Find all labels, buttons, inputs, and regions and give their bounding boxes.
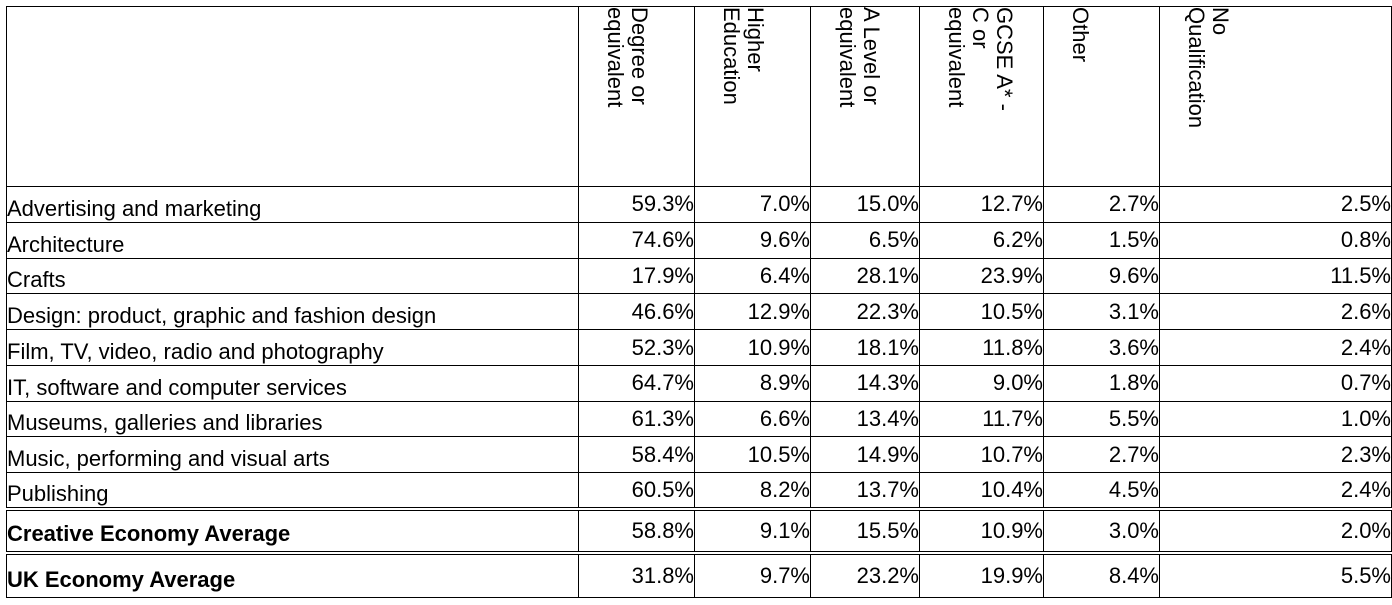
table-cell: 5.5% [1160,553,1392,598]
table-cell: 8.4% [1044,553,1160,598]
header-row [7,7,1392,187]
column-header-a-level: A Level or equivalent [811,7,920,187]
column-header-higher-education: Higher Education [695,7,811,187]
table-row [7,437,1392,473]
table-cell: 22.3% [811,294,920,330]
table-cell: 8.2% [695,473,811,509]
table-cell: 46.6% [579,294,695,330]
table-cell: 6.6% [695,401,811,437]
row-label: Design: product, graphic and fashion design [7,294,579,330]
table-cell: 6.5% [811,222,920,258]
row-label: Publishing [7,473,579,509]
table-cell: 10.9% [920,509,1044,553]
table-cell: 58.4% [579,437,695,473]
total-row-uk-economy [7,553,1392,598]
row-label: Architecture [7,222,579,258]
table-cell: 12.7% [920,187,1044,223]
column-header-gcse: GCSE A* - C or equivalent [920,7,1044,187]
table-cell: 10.9% [695,330,811,366]
table-cell: 13.7% [811,473,920,509]
table-cell: 74.6% [579,222,695,258]
table-body [7,187,1392,598]
table-cell: 18.1% [811,330,920,366]
table-cell: 5.5% [1044,401,1160,437]
table-cell: 23.9% [920,258,1044,294]
table-cell: 59.3% [579,187,695,223]
table-row [7,294,1392,330]
table-cell: 15.5% [811,509,920,553]
table-cell: 8.9% [695,365,811,401]
table-row [7,330,1392,366]
row-label: Music, performing and visual arts [7,437,579,473]
table-row [7,187,1392,223]
table-cell: 23.2% [811,553,920,598]
table-cell: 2.4% [1160,330,1392,366]
table-cell: 2.6% [1160,294,1392,330]
table-cell: 1.8% [1044,365,1160,401]
table-cell: 3.6% [1044,330,1160,366]
table-cell: 11.5% [1160,258,1392,294]
table-cell: 10.5% [920,294,1044,330]
table-cell: 9.1% [695,509,811,553]
table-cell: 0.7% [1160,365,1392,401]
row-label: Museums, galleries and libraries [7,401,579,437]
table-cell: 14.9% [811,437,920,473]
row-label: UK Economy Average [7,553,579,598]
table-row [7,473,1392,509]
table-cell: 28.1% [811,258,920,294]
table-cell: 10.5% [695,437,811,473]
table-row [7,258,1392,294]
table-cell: 60.5% [579,473,695,509]
table-cell: 17.9% [579,258,695,294]
column-header-degree: Degree or equivalent [579,7,695,187]
table-cell: 13.4% [811,401,920,437]
table-cell: 52.3% [579,330,695,366]
table-cell: 14.3% [811,365,920,401]
table-cell: 61.3% [579,401,695,437]
table-cell: 19.9% [920,553,1044,598]
table-cell: 2.7% [1044,187,1160,223]
table-cell: 12.9% [695,294,811,330]
table-cell: 9.0% [920,365,1044,401]
table-cell: 4.5% [1044,473,1160,509]
table-row [7,365,1392,401]
table-cell: 11.7% [920,401,1044,437]
table-row [7,222,1392,258]
table-cell: 10.4% [920,473,1044,509]
table-cell: 6.2% [920,222,1044,258]
table-cell: 9.7% [695,553,811,598]
table-cell: 2.7% [1044,437,1160,473]
table-cell: 31.8% [579,553,695,598]
table-cell: 64.7% [579,365,695,401]
table-cell: 15.0% [811,187,920,223]
table-cell: 9.6% [695,222,811,258]
table-cell: 0.8% [1160,222,1392,258]
row-label: IT, software and computer services [7,365,579,401]
row-label: Crafts [7,258,579,294]
table-cell: 2.3% [1160,437,1392,473]
table-cell: 2.5% [1160,187,1392,223]
corner-cell [7,7,579,187]
total-row-creative-economy [7,509,1392,553]
row-label: Creative Economy Average [7,509,579,553]
table-cell: 1.0% [1160,401,1392,437]
table-cell: 9.6% [1044,258,1160,294]
row-label: Advertising and marketing [7,187,579,223]
row-label: Film, TV, video, radio and photography [7,330,579,366]
table-cell: 58.8% [579,509,695,553]
column-header-other: Other [1044,7,1160,187]
table-cell: 6.4% [695,258,811,294]
table-cell: 11.8% [920,330,1044,366]
table-row [7,401,1392,437]
table-cell: 2.0% [1160,509,1392,553]
column-header-no-qualification: No Qualification [1160,7,1392,187]
table-cell: 1.5% [1044,222,1160,258]
table-cell: 2.4% [1160,473,1392,509]
table-cell: 7.0% [695,187,811,223]
table-cell: 3.1% [1044,294,1160,330]
table-cell: 3.0% [1044,509,1160,553]
qualifications-table [6,6,1392,598]
table-cell: 10.7% [920,437,1044,473]
